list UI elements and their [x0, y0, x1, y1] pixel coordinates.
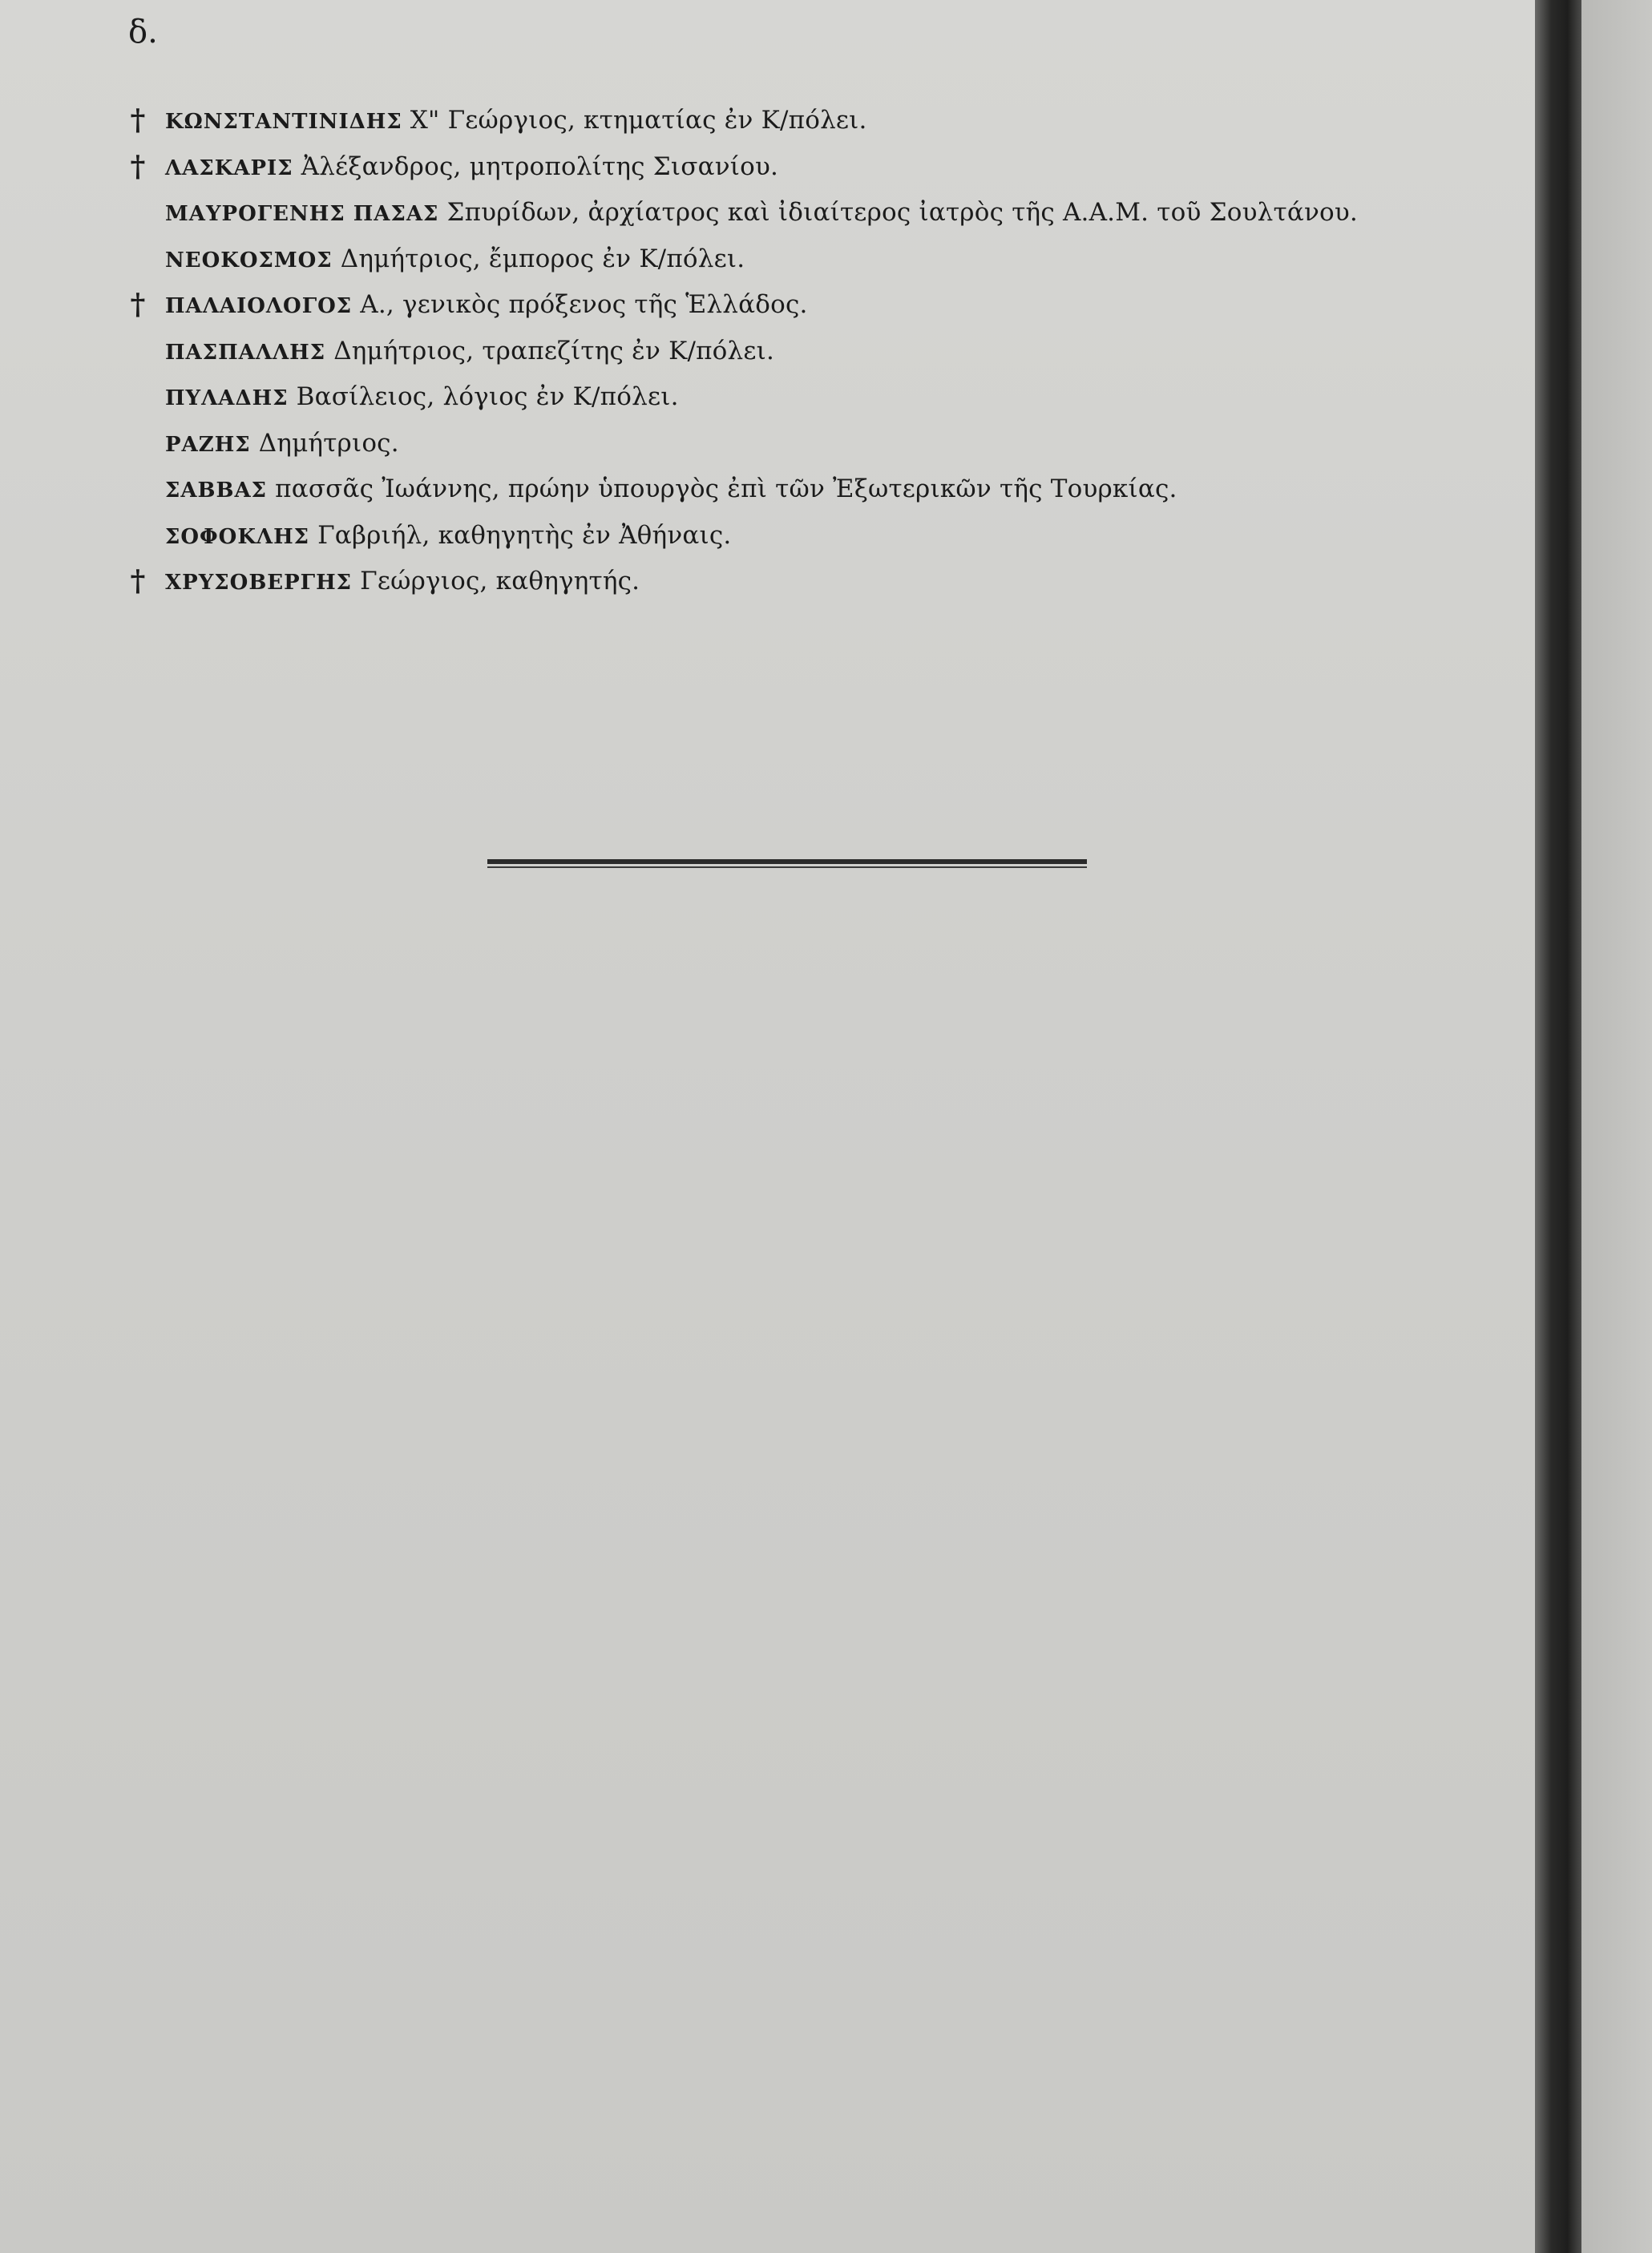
entry-surname: ΣΟΦΟΚΛΗΣ: [165, 524, 310, 549]
entry-details: Σπυρίδων, ἀρχίατρος καὶ ἰδιαίτερος ἰατρὸς τῆς Α.Α.Μ. τοῦ Σουλτάνου.: [438, 198, 1358, 227]
entry-surname: ΛΑΣΚΑΡΙΣ: [165, 155, 293, 180]
entry-details: Δημήτριος.: [250, 428, 399, 458]
list-item: [120, 98, 1531, 144]
entry-surname: ΝΕΟΚΟΣΜΟΣ: [165, 248, 333, 273]
entry-surname: ΠΥΛΑΔΗΣ: [165, 386, 289, 410]
deceased-cross-mark: †: [130, 288, 146, 321]
deceased-cross-mark: †: [130, 103, 146, 137]
list-item: [120, 421, 1531, 467]
entry-details: Χ" Γεώργιος, κτηματίας ἐν Κ/πόλει.: [402, 106, 867, 135]
page-number: δ.: [128, 14, 158, 50]
list-item: [120, 282, 1531, 329]
book-gutter-shadow: [1535, 0, 1581, 2253]
entry-details: Α., γενικὸς πρόξενος τῆς Ἑλλάδος.: [352, 290, 808, 319]
entry-details: Γεώργιος, καθηγητής.: [352, 567, 640, 596]
list-item: [120, 466, 1531, 513]
entry-surname: ΠΑΣΠΑΛΛΗΣ: [165, 340, 326, 365]
list-item: [120, 144, 1531, 191]
facing-page-edge: [1581, 0, 1652, 2253]
entry-details: Δημήτριος, ἔμπορος ἐν Κ/πόλει.: [332, 244, 745, 273]
entry-surname: ΣΑΒΒΑΣ: [165, 478, 268, 503]
member-list: [120, 98, 1531, 605]
entry-details: Ἀλέξανδρος, μητροπολίτης Σισανίου.: [293, 151, 779, 181]
entry-surname: ΡΑΖΗΣ: [165, 432, 251, 457]
list-item: [120, 374, 1531, 421]
entry-details: Δημήτριος, τραπεζίτης ἐν Κ/πόλει.: [325, 336, 775, 365]
end-rule-divider: [487, 859, 1087, 869]
entry-details: Γαβριήλ, καθηγητὴς ἐν Ἀθήναις.: [309, 520, 732, 550]
list-item: [120, 190, 1531, 236]
deceased-cross-mark: †: [130, 564, 146, 598]
entry-surname: ΜΑΥΡΟΓΕΝΗΣ ΠΑΣΑΣ: [165, 202, 439, 226]
deceased-cross-mark: †: [130, 149, 146, 184]
list-item: [120, 236, 1531, 283]
entry-details: Βασίλειος, λόγιος ἐν Κ/πόλει.: [288, 382, 679, 411]
list-item: [120, 513, 1531, 559]
entry-surname: ΧΡΥΣΟΒΕΡΓΗΣ: [165, 571, 353, 595]
entry-details: πασσᾶς Ἰωάννης, πρώην ὑπουργὸς ἐπὶ τῶν Ἐξωτερικῶν τῆς Τουρκίας.: [267, 474, 1177, 503]
entry-surname: ΠΑΛΑΙΟΛΟΓΟΣ: [165, 294, 353, 318]
list-item: [120, 329, 1531, 375]
rule-thin-line: [487, 866, 1087, 868]
rule-thick-line: [487, 859, 1087, 864]
list-item: [120, 559, 1531, 605]
entry-surname: ΚΩΝΣΤΑΝΤΙΝΙΔΗΣ: [165, 110, 402, 134]
